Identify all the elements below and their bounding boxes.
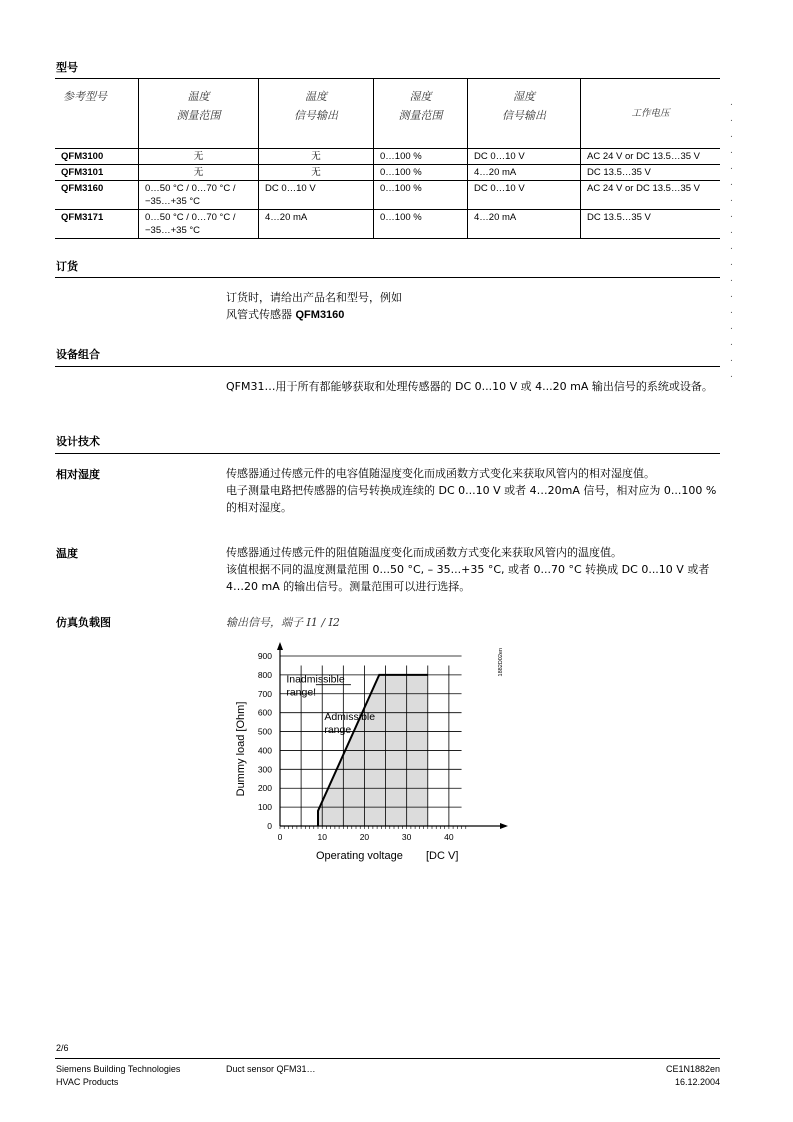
y-axis-label: Dummy load [Ohm] bbox=[235, 701, 247, 797]
y-tick-label: 900 bbox=[257, 651, 272, 661]
chart-caption: 输出信号，端子 I1 / I2 bbox=[226, 616, 340, 629]
section-title-combination: 设备组合 bbox=[56, 348, 100, 361]
cell-hum-output: DC 0…10 V bbox=[468, 181, 581, 210]
x-axis-arrow bbox=[500, 823, 508, 829]
footer-doc bbox=[666, 1063, 720, 1089]
humidity-paragraph-2: 电子测量电路把传感器的信号转换成连续的 DC 0...10 V 或者 4…20mA 信号，相对应为 0...100 % 的相对湿度。 bbox=[226, 484, 717, 514]
annotation-text: range! bbox=[286, 686, 317, 699]
y-tick-label: 0 bbox=[267, 821, 272, 831]
models-table bbox=[55, 79, 720, 239]
margin-dots: . . . . . . . . . . . . . . . . . . bbox=[730, 98, 733, 380]
x-tick-label: 40 bbox=[444, 832, 454, 842]
x-tick-label: 0 bbox=[277, 832, 283, 842]
section-title-models: 型号 bbox=[56, 61, 78, 74]
y-tick-label: 300 bbox=[257, 764, 272, 775]
cell-temp-output: DC 0…10 V bbox=[259, 181, 374, 210]
combination-text: QFM31…用于所有都能够获取和处理传感器的 DC 0...10 V 或 4...20 mA 输出信号的系统或设备。 bbox=[226, 380, 713, 393]
y-tick-label: 500 bbox=[257, 726, 272, 737]
x-tick-label: 20 bbox=[359, 832, 370, 842]
section-title-ordering: 订货 bbox=[56, 260, 78, 273]
humidity-paragraph-1: 传感器通过传感元件的电容值随湿度变化而成函数方式变化来获取风管内的相对湿度值。 bbox=[226, 467, 655, 480]
temperature-text bbox=[226, 544, 720, 595]
footer-company bbox=[56, 1063, 180, 1089]
table-row bbox=[55, 181, 720, 210]
ordering-text bbox=[226, 289, 720, 324]
cell-hum-output: 4…20 mA bbox=[468, 165, 581, 181]
x-axis-label: Operating voltage bbox=[316, 850, 403, 862]
subsection-title-dummy-load: 仿真负载图 bbox=[56, 616, 111, 629]
y-tick-label: 800 bbox=[257, 669, 272, 680]
footer-product: Duct sensor QFM31… bbox=[226, 1064, 316, 1074]
cell-hum-range: 0…100 % bbox=[374, 210, 468, 239]
figure-code: 1882D02en bbox=[498, 648, 504, 677]
cell-voltage: DC 13.5…35 V bbox=[581, 210, 721, 239]
header-hum-range: 湿度 测量范围 bbox=[374, 79, 468, 149]
footer-doc-id: CE1N1882en bbox=[665, 1064, 720, 1074]
header-temp-range: 温度 测量范围 bbox=[139, 79, 259, 149]
cell-voltage: DC 13.5…35 V bbox=[581, 165, 721, 181]
section-title-design: 设计技术 bbox=[56, 435, 100, 448]
table-row bbox=[55, 165, 720, 181]
footer-company-line1: Siemens Building Technologies bbox=[56, 1064, 181, 1074]
cell-hum-range: 0…100 % bbox=[374, 181, 468, 210]
annotation-text: range bbox=[324, 724, 352, 737]
header-model: 参考型号 bbox=[55, 79, 139, 149]
dummy-load-chart bbox=[226, 636, 526, 868]
header-hum-output: 湿度 信号输出 bbox=[468, 79, 581, 149]
annotation-text: Admissible bbox=[324, 711, 376, 724]
subsection-title-temperature: 温度 bbox=[56, 547, 78, 560]
cell-hum-range: 0…100 % bbox=[374, 165, 468, 181]
table-row bbox=[55, 210, 720, 239]
divider bbox=[55, 277, 720, 278]
temperature-paragraph-2: 该值根据不同的温度测量范围 0...50 °C, – 35...+35 °C, 或者 0...70 °C 转换成 DC 0...10 V 或者 4…20 mA 的输出信号。测量范围可以进行选择。 bbox=[226, 563, 710, 593]
cell-voltage: AC 24 V or DC 13.5…35 V bbox=[581, 149, 721, 165]
cell-temp-range: 无 bbox=[139, 149, 259, 165]
x-axis-unit: [DC V] bbox=[426, 850, 459, 862]
cell-temp-output: 无 bbox=[259, 165, 374, 181]
cell-hum-output: DC 0…10 V bbox=[468, 149, 581, 165]
y-axis-arrow bbox=[277, 642, 283, 650]
y-tick-label: 100 bbox=[257, 802, 272, 813]
y-tick-label: 200 bbox=[257, 783, 272, 794]
cell-temp-output: 4…20 mA bbox=[259, 210, 374, 239]
footer-date: 16.12.2004 bbox=[674, 1077, 720, 1087]
cell-temp-range: 无 bbox=[139, 165, 259, 181]
cell-model: QFM3160 bbox=[55, 181, 139, 210]
ordering-line1: 订货时，请给出产品名和型号，例如 bbox=[226, 291, 402, 304]
footer-divider bbox=[55, 1058, 720, 1059]
cell-hum-range: 0…100 % bbox=[374, 149, 468, 165]
annotation-text: Inadmissible bbox=[286, 673, 345, 686]
divider bbox=[55, 366, 720, 367]
footer-company-line2: HVAC Products bbox=[56, 1077, 119, 1087]
y-tick-label: 600 bbox=[257, 707, 272, 718]
cell-temp-output: 无 bbox=[259, 149, 374, 165]
y-tick-label: 700 bbox=[257, 688, 272, 699]
cell-voltage: AC 24 V or DC 13.5…35 V bbox=[581, 181, 721, 210]
cell-temp-range: 0…50 °C / 0…70 °C / −35…+35 °C bbox=[139, 210, 259, 239]
cell-model: QFM3101 bbox=[55, 165, 139, 181]
table-header-row bbox=[55, 79, 720, 149]
x-tick-label: 30 bbox=[401, 832, 412, 842]
cell-model: QFM3171 bbox=[55, 210, 139, 239]
cell-model: QFM3100 bbox=[55, 149, 139, 165]
x-tick-label: 10 bbox=[317, 832, 327, 842]
divider bbox=[55, 453, 720, 454]
page-number: 2/6 bbox=[56, 1043, 69, 1053]
table-row bbox=[55, 149, 720, 165]
y-tick-label: 400 bbox=[257, 745, 272, 756]
cell-temp-range: 0…50 °C / 0…70 °C / −35…+35 °C bbox=[139, 181, 259, 210]
subsection-title-humidity: 相对湿度 bbox=[56, 468, 100, 481]
header-temp-output: 温度 信号输出 bbox=[259, 79, 374, 149]
cell-hum-output: 4…20 mA bbox=[468, 210, 581, 239]
humidity-text bbox=[226, 465, 720, 516]
temperature-paragraph-1: 传感器通过传感元件的阻值随温度变化而成函数方式变化来获取风管内的温度值。 bbox=[226, 546, 622, 559]
ordering-line2: 风管式传感器 QFM3160 bbox=[226, 308, 345, 321]
header-voltage: 工作电压 bbox=[581, 79, 721, 149]
